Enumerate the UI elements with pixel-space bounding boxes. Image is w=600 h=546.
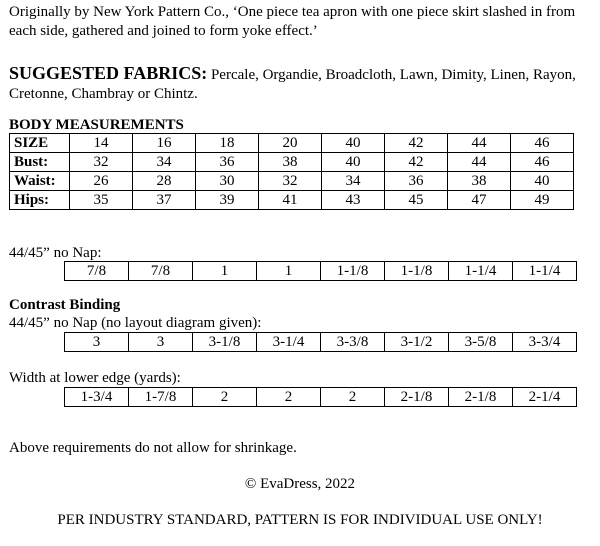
measurement-cell: 14 (70, 134, 133, 153)
yardage-cell: 1 (257, 262, 321, 281)
measurement-row (10, 172, 574, 191)
measurement-cell: 18 (196, 134, 259, 153)
measurement-cell: 40 (511, 172, 574, 191)
intro-text: Originally by New York Pattern Co., ‘One piece tea apron with one piece skirt slashed in from each side, gathered and joined to form yoke effect.’ (9, 4, 576, 39)
width-cell: 2 (321, 388, 385, 407)
width-table (64, 387, 577, 407)
suggested-fabrics (9, 64, 589, 104)
measurement-cell: 37 (133, 191, 196, 210)
measurement-row (10, 191, 574, 210)
measurement-cell: 36 (196, 153, 259, 172)
body-measurements-table (9, 133, 574, 210)
binding-cell: 3-1/2 (385, 333, 449, 352)
width-cell: 2-1/8 (385, 388, 449, 407)
measurement-cell: 49 (511, 191, 574, 210)
measurement-cell: 30 (196, 172, 259, 191)
measurement-cell: 40 (322, 153, 385, 172)
row-label: SIZE (10, 134, 70, 153)
shrinkage-note: Above requirements do not allow for shrinkage. (9, 440, 297, 456)
no-nap-table (64, 261, 577, 281)
binding-cell: 3-3/4 (513, 333, 577, 352)
binding-cell: 3-1/4 (257, 333, 321, 352)
yardage-cell: 1 (193, 262, 257, 281)
fabrics-heading: SUGGESTED FABRICS: (9, 63, 208, 83)
measurement-cell: 39 (196, 191, 259, 210)
measurement-cell: 32 (70, 153, 133, 172)
measurement-cell: 36 (385, 172, 448, 191)
measurement-row (10, 153, 574, 172)
measurement-cell: 32 (259, 172, 322, 191)
measurement-cell: 40 (322, 134, 385, 153)
no-nap-label: 44/45” no Nap: (9, 245, 102, 261)
measurement-cell: 34 (133, 153, 196, 172)
width-cell: 1-7/8 (129, 388, 193, 407)
measurement-cell: 42 (385, 134, 448, 153)
measurement-cell: 45 (385, 191, 448, 210)
measurement-cell: 44 (448, 134, 511, 153)
contrast-binding-label: 44/45” no Nap (no layout diagram given): (9, 315, 262, 331)
row-label: Hips: (10, 191, 70, 210)
yardage-cell: 1-1/4 (449, 262, 513, 281)
binding-cell: 3 (129, 333, 193, 352)
yardage-cell: 1-1/8 (321, 262, 385, 281)
width-cell: 2-1/4 (513, 388, 577, 407)
measurement-cell: 26 (70, 172, 133, 191)
binding-cell: 3-1/8 (193, 333, 257, 352)
yardage-cell: 1-1/4 (513, 262, 577, 281)
fabrics-list: Percale, Organdie, Broadcloth, Lawn, Dimity, Linen, Rayon, Cretonne, Chambray or Chintz. (9, 67, 576, 102)
contrast-binding-title: Contrast Binding (9, 297, 121, 313)
yardage-cell: 7/8 (65, 262, 129, 281)
binding-cell: 3 (65, 333, 129, 352)
measurement-cell: 46 (511, 134, 574, 153)
measurement-cell: 28 (133, 172, 196, 191)
measurement-cell: 34 (322, 172, 385, 191)
body-measurements-title: BODY MEASUREMENTS (9, 117, 184, 133)
measurement-cell: 44 (448, 153, 511, 172)
measurement-cell: 16 (133, 134, 196, 153)
row-label: Waist: (10, 172, 70, 191)
binding-cell: 3-3/8 (321, 333, 385, 352)
width-cell: 2-1/8 (449, 388, 513, 407)
copyright: © EvaDress, 2022 (244, 476, 356, 492)
measurement-row (10, 134, 574, 153)
measurement-cell: 47 (448, 191, 511, 210)
usage-notice: PER INDUSTRY STANDARD, PATTERN IS FOR INDIVIDUAL USE ONLY! (57, 512, 543, 528)
measurement-cell: 38 (448, 172, 511, 191)
row-label: Bust: (10, 153, 70, 172)
yardage-cell: 7/8 (129, 262, 193, 281)
width-cell: 2 (257, 388, 321, 407)
binding-cell: 3-5/8 (449, 333, 513, 352)
width-label: Width at lower edge (yards): (9, 370, 181, 386)
width-cell: 2 (193, 388, 257, 407)
measurement-cell: 35 (70, 191, 133, 210)
measurement-cell: 43 (322, 191, 385, 210)
width-cell: 1-3/4 (65, 388, 129, 407)
measurement-cell: 46 (511, 153, 574, 172)
measurement-cell: 20 (259, 134, 322, 153)
measurement-cell: 38 (259, 153, 322, 172)
contrast-binding-table (64, 332, 577, 352)
measurement-cell: 41 (259, 191, 322, 210)
yardage-cell: 1-1/8 (385, 262, 449, 281)
measurement-cell: 42 (385, 153, 448, 172)
